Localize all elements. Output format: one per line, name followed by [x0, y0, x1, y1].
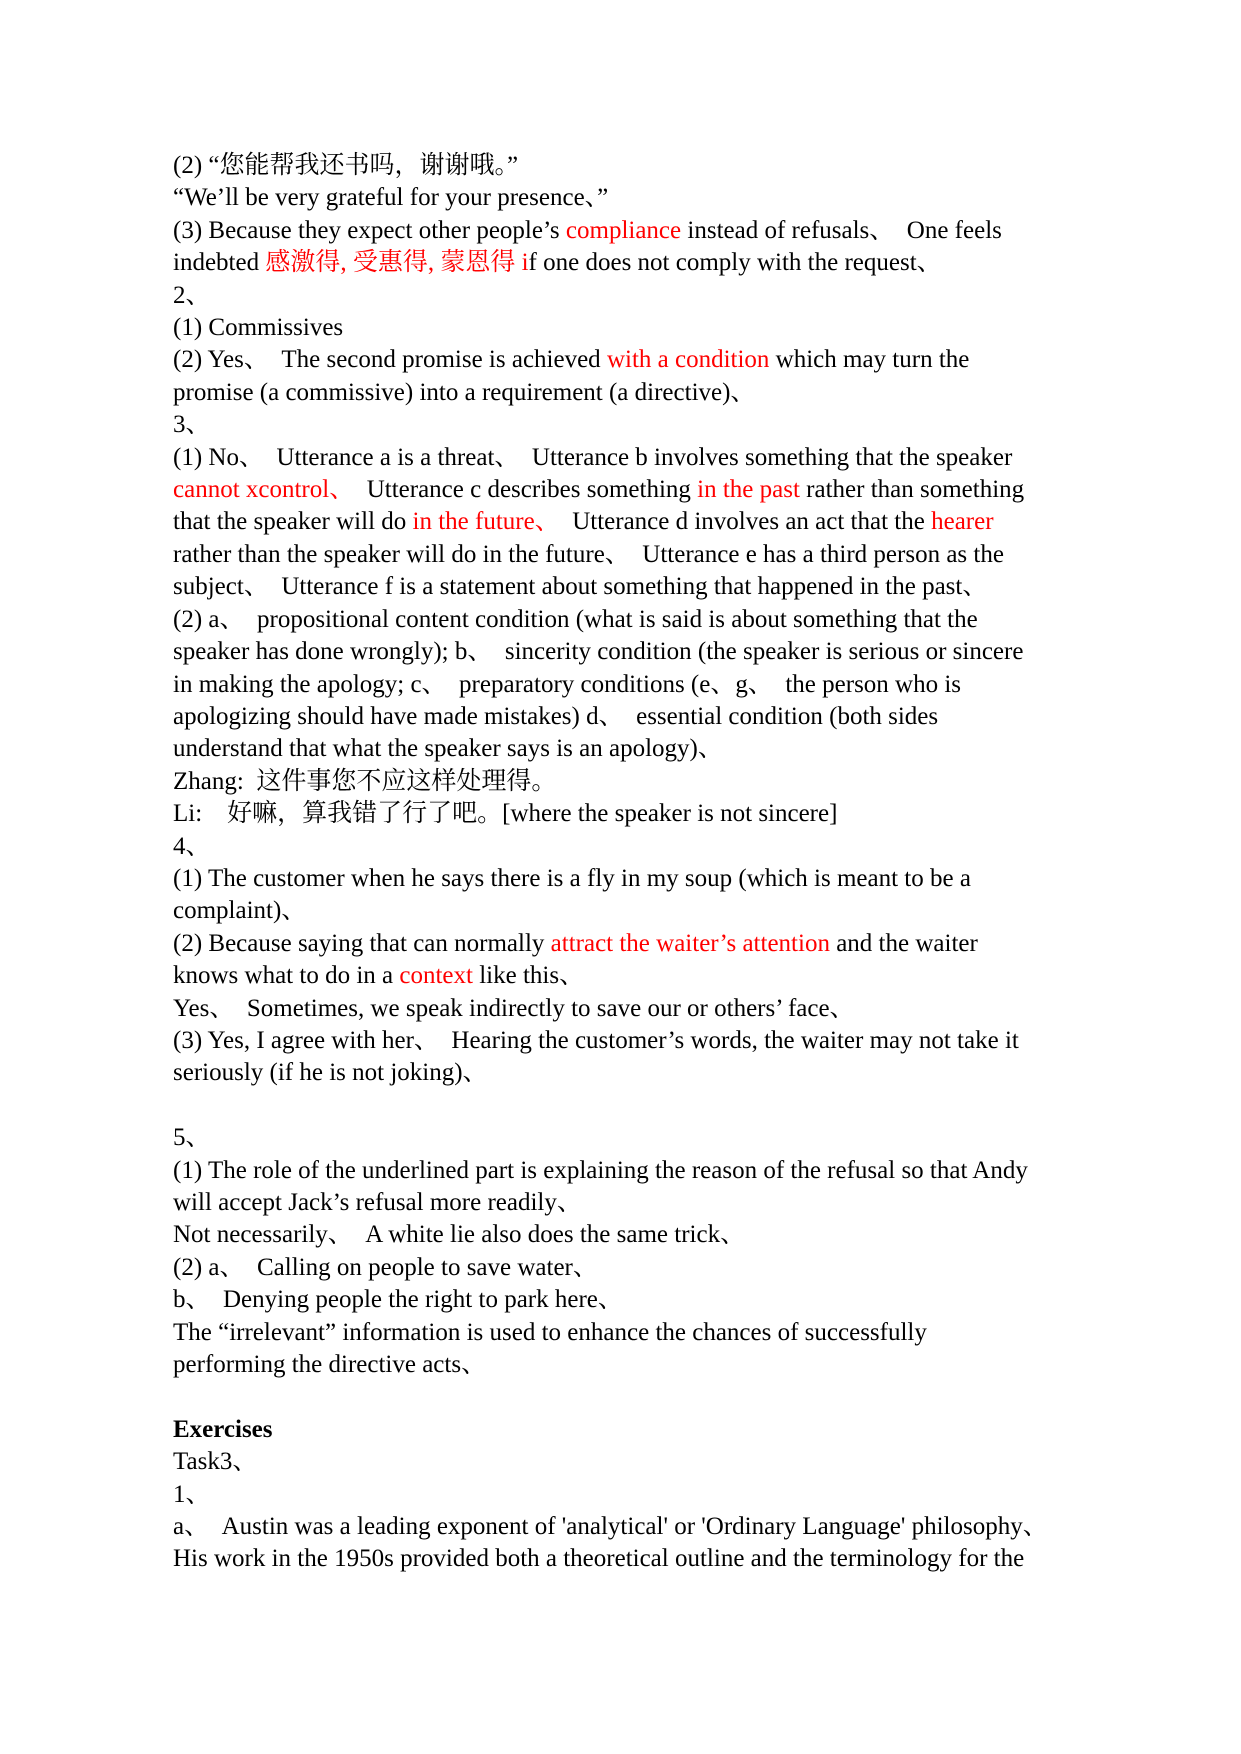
text-line — [173, 1090, 1173, 1122]
text-line — [173, 1187, 1173, 1219]
text-run: 4、 — [173, 832, 211, 860]
text-line — [173, 247, 1173, 279]
text-run: (2) “您能帮我还书吗，谢谢哦。” — [173, 152, 519, 179]
text-run: complaint)、 — [173, 897, 307, 925]
text-run: like this、 — [472, 962, 585, 990]
text-run: context — [399, 962, 473, 990]
text-run: indebted — [173, 249, 266, 277]
text-line — [173, 1219, 1173, 1251]
text-run: (3) Because they expect other people’s — [173, 216, 566, 244]
text-line — [173, 506, 1173, 538]
text-run: cannot xcontrol、 — [173, 476, 342, 504]
text-line — [173, 766, 1173, 798]
text-line — [173, 604, 1173, 636]
text-run: (2) Yes、 The second promise is achieved — [173, 346, 607, 374]
text-run: Not necessarily、 A white lie also does the same trick、 — [173, 1221, 746, 1249]
text-run: and the waiter — [829, 929, 978, 957]
text-line — [173, 733, 1173, 765]
text-run: rather than the speaker will do in the future、 Utterance e has a third person as the — [173, 540, 1004, 568]
text-line — [173, 863, 1173, 895]
text-run: hearer — [931, 508, 994, 536]
text-line — [173, 1155, 1173, 1187]
text-line — [173, 215, 1173, 247]
text-run: in the future、 — [412, 508, 548, 536]
text-run: (1) No、 Utterance a is a threat、 Utterance b involves something that the speaker — [173, 443, 1013, 471]
text-run: His work in the 1950s provided both a theoretical outline and the terminology for the — [173, 1545, 1025, 1573]
text-run: in making the apology; c、 preparatory conditions (e、g、 the person who is — [173, 670, 962, 698]
text-run: 3、 — [173, 411, 211, 439]
text-line — [173, 993, 1173, 1025]
text-run: 感激得, 受惠得, 蒙恩得 i — [265, 249, 529, 277]
text-line — [173, 701, 1173, 733]
text-run: rather than something — [799, 476, 1025, 504]
text-line — [173, 1057, 1173, 1089]
text-line — [173, 1511, 1173, 1543]
text-run: 2、 — [173, 281, 211, 309]
text-run: will accept Jack’s refusal more readily、 — [173, 1189, 582, 1216]
text-run: Yes、 Sometimes, we speak indirectly to save our or others’ face、 — [173, 994, 855, 1022]
text-line — [173, 280, 1173, 312]
text-run: performing the directive acts、 — [173, 1351, 487, 1379]
text-run: Utterance c describes something — [341, 476, 698, 504]
text-run: f one does not comply with the request、 — [528, 249, 942, 277]
text-line — [173, 831, 1173, 863]
text-run: understand that what the speaker says is an apology)、 — [173, 735, 723, 763]
text-run: speaker has done wrongly); b、 sincerity condition (the speaker is serious or sincere — [173, 638, 1024, 666]
text-run: compliance — [565, 216, 682, 244]
text-run: (1) The role of the underlined part is explaining the reason of the refusal so that Andy — [173, 1156, 1028, 1184]
text-line — [173, 1317, 1173, 1349]
text-run: “We’ll be very grateful for your presence、” — [173, 184, 609, 212]
text-line — [173, 150, 1173, 182]
text-line — [173, 182, 1173, 214]
document-body — [173, 150, 1173, 1576]
text-line — [173, 1349, 1173, 1381]
text-run: in the past — [697, 476, 800, 504]
text-line — [173, 928, 1173, 960]
text-line — [173, 344, 1173, 376]
text-line — [173, 1122, 1173, 1154]
text-line — [173, 1025, 1173, 1057]
text-line — [173, 798, 1173, 830]
text-run: Li: 好嘛，算我错了行了吧。[where the speaker is not sincere] — [173, 800, 838, 828]
text-line — [173, 1543, 1173, 1575]
text-run: Exercises — [173, 1415, 273, 1443]
text-line — [173, 1446, 1173, 1478]
text-run: (1) Commissives — [173, 314, 344, 342]
text-run: (1) The customer when he says there is a fly in my soup (which is meant to be a — [173, 864, 971, 892]
text-line — [173, 377, 1173, 409]
text-line — [173, 895, 1173, 927]
text-run: seriously (if he is not joking)、 — [173, 1059, 488, 1087]
text-run: The “irrelevant” information is used to enhance the chances of successfully — [173, 1318, 927, 1346]
text-line — [173, 539, 1173, 571]
text-run: that the speaker will do — [173, 508, 413, 536]
text-run: Zhang: 这件事您不应这样处理得。 — [173, 767, 557, 795]
text-run: Utterance d involves an act that the — [547, 508, 932, 536]
text-line — [173, 1284, 1173, 1316]
text-line — [173, 1479, 1173, 1511]
text-run: 5、 — [173, 1124, 211, 1152]
text-run: which may turn the — [769, 346, 970, 374]
text-run: (2) a、 Calling on people to save water、 — [173, 1253, 598, 1281]
text-line — [173, 571, 1173, 603]
text-run: (3) Yes, I agree with her、 Hearing the customer’s words, the waiter may not take it — [173, 1026, 1019, 1054]
text-run: knows what to do in a — [173, 962, 400, 990]
text-line — [173, 636, 1173, 668]
text-run: 1、 — [173, 1480, 211, 1508]
text-run: with a condition — [606, 346, 770, 374]
text-run: Task3、 — [173, 1448, 258, 1476]
text-run: apologizing should have made mistakes) d、 essential condition (both sides — [173, 702, 939, 730]
text-line — [173, 442, 1173, 474]
text-line — [173, 1252, 1173, 1284]
text-run: attract the waiter’s attention — [550, 929, 830, 957]
text-run: promise (a commissive) into a requirement (a directive)、 — [173, 378, 756, 406]
text-line — [173, 409, 1173, 441]
text-run: b、 Denying people the right to park here、 — [173, 1286, 623, 1314]
text-run: (2) a、 propositional content condition (what is said is about something that the — [173, 605, 978, 633]
text-line — [173, 312, 1173, 344]
text-run: a、 Austin was a leading exponent of 'analytical' or 'Ordinary Language' philosophy、 — [173, 1513, 1048, 1541]
text-line — [173, 474, 1173, 506]
text-line — [173, 960, 1173, 992]
text-line — [173, 669, 1173, 701]
text-run: (2) Because saying that can normally — [173, 929, 551, 957]
text-run: subject、 Utterance f is a statement about something that happened in the past、 — [173, 573, 988, 601]
text-line — [173, 1381, 1173, 1413]
text-run: instead of refusals、 One feels — [681, 216, 1002, 244]
text-line — [173, 1414, 1173, 1446]
